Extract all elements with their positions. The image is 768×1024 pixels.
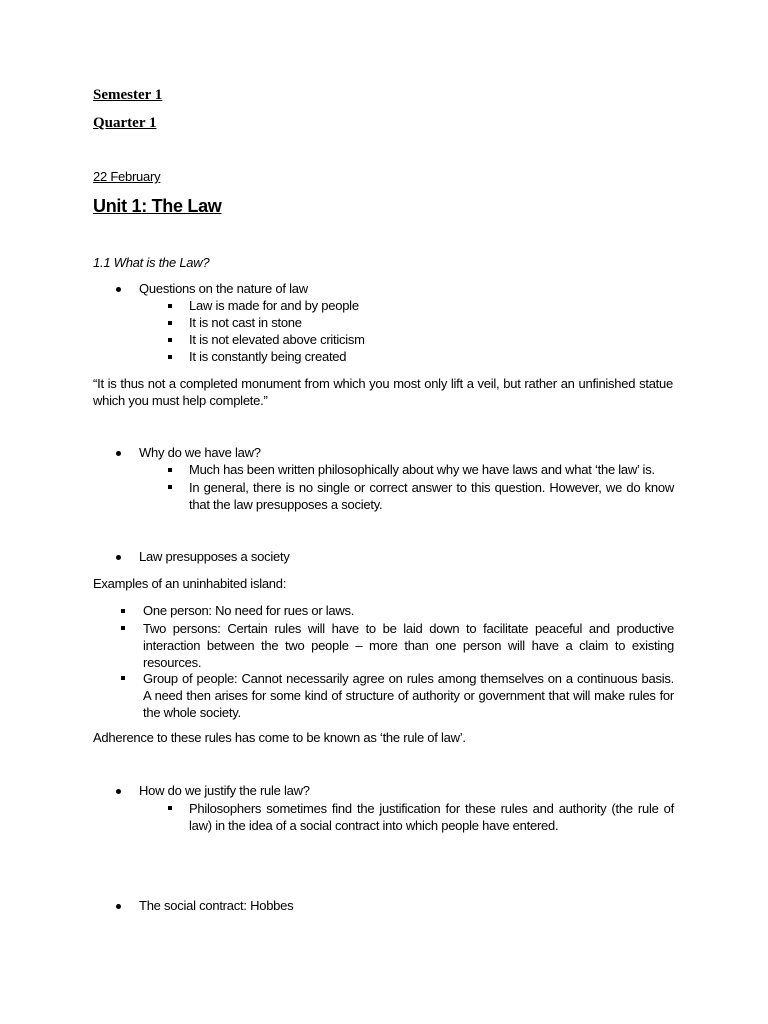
sub-list-item: Law is made for and by people bbox=[189, 298, 359, 313]
square-bullet-icon bbox=[168, 355, 172, 359]
sub-list-item: Philosophers sometimes find the justification for these rules and authority (the rule of law) in the idea of a social contract into which people have entered. bbox=[189, 801, 674, 833]
square-bullet-icon bbox=[121, 609, 125, 613]
square-bullet-icon bbox=[168, 338, 172, 342]
quote-paragraph: “It is thus not a completed monument from which you most only lift a veil, but rather an unfinished statue which you must help complete.” bbox=[93, 376, 673, 408]
square-bullet-icon bbox=[168, 468, 172, 472]
bullet-icon bbox=[116, 555, 121, 560]
island-intro: Examples of an uninhabited island: bbox=[93, 576, 287, 591]
quarter-heading: Quarter 1 bbox=[93, 115, 157, 131]
square-bullet-icon bbox=[168, 321, 172, 325]
bullet-icon bbox=[116, 451, 121, 456]
square-bullet-icon bbox=[168, 304, 172, 308]
sub-list-item: It is not elevated above criticism bbox=[189, 332, 365, 347]
list-item-label: Why do we have law? bbox=[139, 445, 261, 460]
list-item-label: The social contract: Hobbes bbox=[139, 898, 294, 913]
bullet-icon bbox=[116, 789, 121, 794]
list-item-label: Law presupposes a society bbox=[139, 549, 290, 564]
sub-list-item: In general, there is no single or correct answer to this question. However, we do know that the law presupposes a society. bbox=[189, 480, 674, 512]
square-bullet-icon bbox=[121, 626, 125, 630]
adherence-paragraph: Adherence to these rules has come to be known as ‘the rule of law’. bbox=[93, 730, 466, 745]
unit-title: Unit 1: The Law bbox=[93, 196, 222, 216]
sub-list-item: It is constantly being created bbox=[189, 349, 347, 364]
list-item: One person: No need for rues or laws. bbox=[143, 603, 355, 618]
square-bullet-icon bbox=[168, 485, 172, 489]
list-item-label: How do we justify the rule law? bbox=[139, 783, 310, 798]
list-item: Two persons: Certain rules will have to be laid down to facilitate peaceful and productive interaction between the two people – more than one person will have a claim to existing resources. bbox=[143, 621, 674, 670]
sub-list-item: It is not cast in stone bbox=[189, 315, 302, 330]
section-heading: 1.1 What is the Law? bbox=[93, 255, 210, 270]
semester-heading: Semester 1 bbox=[93, 87, 163, 103]
square-bullet-icon bbox=[168, 806, 172, 810]
bullet-icon bbox=[116, 287, 121, 292]
list-item-label: Questions on the nature of law bbox=[139, 281, 308, 296]
bullet-icon bbox=[116, 904, 121, 909]
list-item: Group of people: Cannot necessarily agree on rules among themselves on a continuous basis. A need then arises for some kind of structure of authority or government that will make rules for the whole society. bbox=[143, 671, 674, 720]
square-bullet-icon bbox=[121, 676, 125, 680]
date-label: 22 February bbox=[93, 169, 161, 184]
sub-list-item: Much has been written philosophically about why we have laws and what ‘the law’ is. bbox=[189, 462, 655, 477]
